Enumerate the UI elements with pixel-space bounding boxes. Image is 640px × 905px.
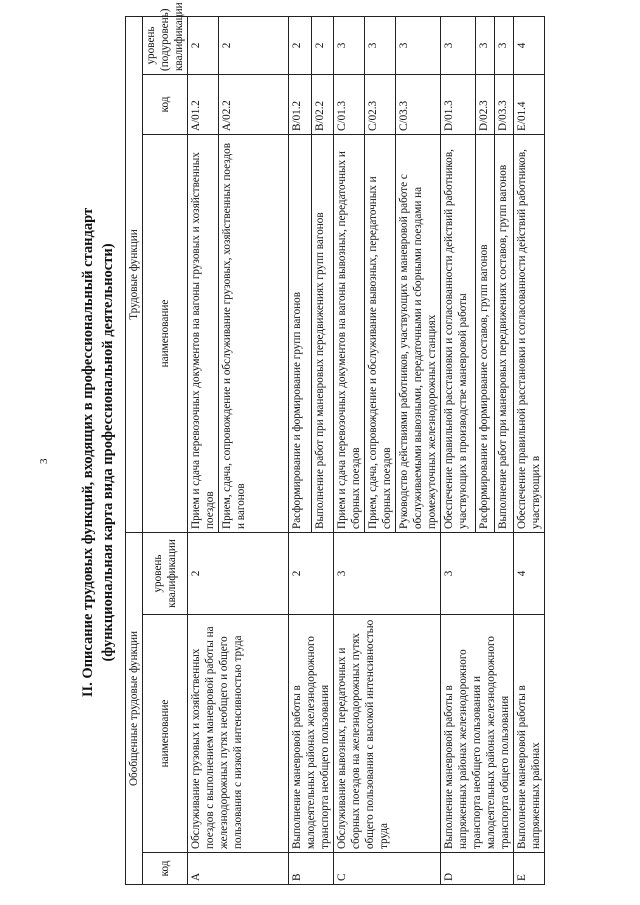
functional-map-table xyxy=(125,2,545,885)
function-name: Расформирование и формирование групп вагонов xyxy=(289,135,312,533)
function-code: C/03.3 xyxy=(396,75,441,135)
function-level: 4 xyxy=(514,17,545,75)
header-row-1 xyxy=(126,17,143,885)
section-title: II. Описание трудовых функций, входящих в профессиональный стандарт xyxy=(80,207,96,698)
group-name: Выполнение маневровой работы в малодеятельных районах железнодорожного транспорта необщего пользования xyxy=(289,615,334,853)
function-level: 3 xyxy=(475,17,494,75)
function-name: Обеспечение правильной расстановки и согласованности действий работников, участвующих в производстве маневровой работы xyxy=(441,135,476,533)
header-row-2 xyxy=(143,17,188,885)
function-name: Расформирование и формирование составов, групп вагонов xyxy=(475,135,494,533)
col-function-name-header: наименование xyxy=(143,135,188,533)
function-level: 3 xyxy=(396,17,441,75)
group-level: 2 xyxy=(188,533,289,615)
function-name: Прием и сдача перевозочных документов на вагоны вывозных, передаточных и сборных поездов xyxy=(334,135,365,533)
function-code: D/01.3 xyxy=(441,75,476,135)
function-code: A/01.2 xyxy=(188,75,219,135)
group-level: 2 xyxy=(289,533,334,615)
function-code: B/01.2 xyxy=(289,75,312,135)
function-code: C/01.3 xyxy=(334,75,365,135)
function-name: Выполнение работ при маневровых передвижениях составов, групп вагонов xyxy=(494,135,513,533)
function-name: Прием, сдача, сопровождение и обслуживание грузовых, хозяйственных поездов и вагонов xyxy=(219,135,289,533)
section-subtitle: (функциональная карта вида профессиональной деятельности) xyxy=(100,243,116,662)
page-number: 3 xyxy=(38,458,50,464)
function-name: Прием, сдача, сопровождение и обслуживание вывозных, передаточных и сборных поездов xyxy=(365,135,396,533)
group-level: 3 xyxy=(441,533,514,615)
group-name: Обслуживание грузовых и хозяйственных поездов с выполнением маневровой работы на железнодорожных путях необщего и общего пользования с низкой интенсивностью труда xyxy=(188,615,289,853)
group-level: 3 xyxy=(334,533,441,615)
table-row xyxy=(334,17,365,885)
function-code: A/02.2 xyxy=(219,75,289,135)
group-name: Обслуживание вывозных, передаточных и сборных поездов на железнодорожных путях общего пользования с высокой интенсивностью труда xyxy=(334,615,441,853)
function-code: C/02.3 xyxy=(365,75,396,135)
table-row xyxy=(289,17,312,885)
function-level: 3 xyxy=(334,17,365,75)
group-code: A xyxy=(188,853,289,885)
group-code: E xyxy=(514,853,545,885)
table-row xyxy=(188,17,219,885)
col-function-level-header: уровень (подуровень) квалификации xyxy=(143,17,188,75)
function-level: 3 xyxy=(365,17,396,75)
function-level: 3 xyxy=(441,17,476,75)
function-code: B/02.2 xyxy=(311,75,334,135)
function-name: Прием и сдача перевозочных документов на вагоны грузовых и хозяйственных поездов xyxy=(188,135,219,533)
labor-functions-header: Трудовые функции xyxy=(126,17,143,533)
function-level: 2 xyxy=(188,17,219,75)
function-code: E/01.4 xyxy=(514,75,545,135)
col-function-code-header: код xyxy=(143,75,188,135)
function-level: 2 xyxy=(289,17,312,75)
function-name: Выполнение работ при маневровых передвижениях групп вагонов xyxy=(311,135,334,533)
group-name: Выполнение маневровой работы в напряженных районах железнодорожного транспорта необщего пользования и малодеятельных районах железнодорожного транспорта общего пользования xyxy=(441,615,514,853)
col-code-header: код xyxy=(143,853,188,885)
group-code: D xyxy=(441,853,514,885)
generalized-functions-header: Обобщенные трудовые функции xyxy=(126,533,143,885)
col-name-header: наименование xyxy=(143,615,188,853)
table-row xyxy=(441,17,476,885)
function-level: 2 xyxy=(219,17,289,75)
function-code: D/02.3 xyxy=(475,75,494,135)
group-name: Выполнение маневровой работы в напряженных районах xyxy=(514,615,545,853)
function-level: 3 xyxy=(494,17,513,75)
function-code: D/03.3 xyxy=(494,75,513,135)
function-level: 2 xyxy=(311,17,334,75)
group-code: C xyxy=(334,853,441,885)
function-name: Обеспечение правильной расстановки и согласованности действий работников, участвующих в xyxy=(514,135,545,533)
function-name: Руководство действиями работников, участвующих в маневровой работе с обслуживаемыми вывозными, передаточными и сборными поездами на промежуточных железнодорожных станциях xyxy=(396,135,441,533)
group-level: 4 xyxy=(514,533,545,615)
table-row xyxy=(514,17,545,885)
col-level-header: уровень квалификации xyxy=(143,533,188,615)
group-code: B xyxy=(289,853,334,885)
